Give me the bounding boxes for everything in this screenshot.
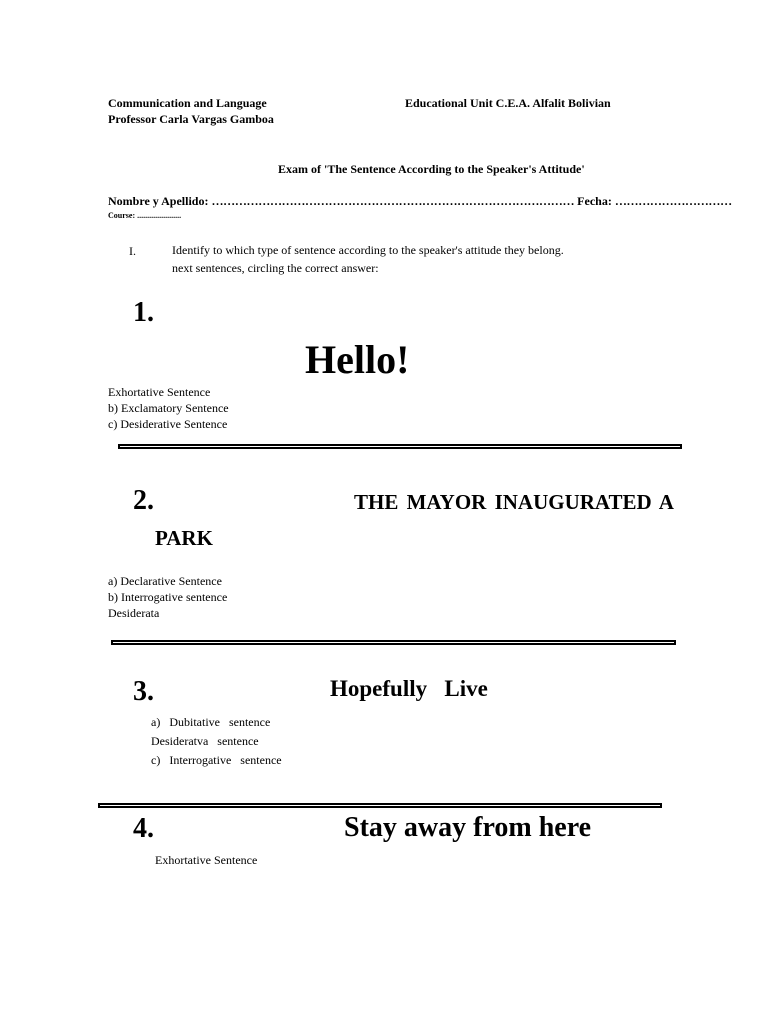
- name-field[interactable]: …………………………………………………………………………………: [211, 194, 575, 208]
- course-label: Course:: [108, 211, 136, 220]
- course-field[interactable]: ......................: [137, 211, 182, 220]
- question-1-sentence: Hello!: [305, 337, 410, 382]
- question-1-option-b[interactable]: b) Exclamatory Sentence: [108, 401, 229, 415]
- section-divider-1: [118, 444, 682, 449]
- school-label: Educational Unit C.E.A. Alfalit Bolivian: [405, 96, 611, 110]
- subject-label: Communication and Language: [108, 96, 267, 110]
- question-4-sentence: Stay away from here: [344, 812, 592, 843]
- instruction-numeral: I.: [129, 244, 136, 258]
- exam-title: Exam of 'The Sentence According to the Speaker's Attitude': [278, 162, 585, 176]
- date-label: Fecha:: [577, 194, 612, 208]
- question-1-option-a[interactable]: Exhortative Sentence: [108, 385, 211, 399]
- question-4-option-a[interactable]: Exhortative Sentence: [155, 853, 258, 867]
- section-divider-3: [98, 803, 662, 808]
- question-3-option-c[interactable]: c) Interrogative sentence: [151, 753, 282, 767]
- question-2-sentence-line-2: PARK: [155, 526, 213, 550]
- date-field[interactable]: …………………………: [614, 194, 732, 208]
- question-3-option-b[interactable]: Desideratva sentence: [151, 734, 259, 748]
- student-info-line: [108, 194, 732, 209]
- question-2-option-b[interactable]: b) Interrogative sentence: [108, 590, 228, 604]
- question-2-number: 2.: [133, 485, 154, 516]
- question-2-sentence-line-1: THE MAYOR INAUGURATED A: [354, 490, 674, 514]
- question-1-number: 1.: [133, 297, 154, 328]
- instruction-line-1: Identify to which type of sentence according to the speaker's attitude they belong.: [172, 243, 564, 257]
- section-divider-2: [111, 640, 676, 645]
- question-2-option-c[interactable]: Desiderata: [108, 606, 160, 620]
- question-3-sentence: Hopefully Live: [330, 676, 488, 701]
- instruction-line-2: next sentences, circling the correct answer:: [172, 261, 379, 275]
- name-label: Nombre y Apellido:: [108, 194, 209, 208]
- professor-label: Professor Carla Vargas Gamboa: [108, 112, 274, 126]
- question-4-number: 4.: [133, 813, 154, 844]
- question-1-option-c[interactable]: c) Desiderative Sentence: [108, 417, 228, 431]
- course-line: [108, 211, 181, 220]
- question-2-option-a[interactable]: a) Declarative Sentence: [108, 574, 222, 588]
- question-3-option-a[interactable]: a) Dubitative sentence: [151, 715, 271, 729]
- question-3-number: 3.: [133, 676, 154, 707]
